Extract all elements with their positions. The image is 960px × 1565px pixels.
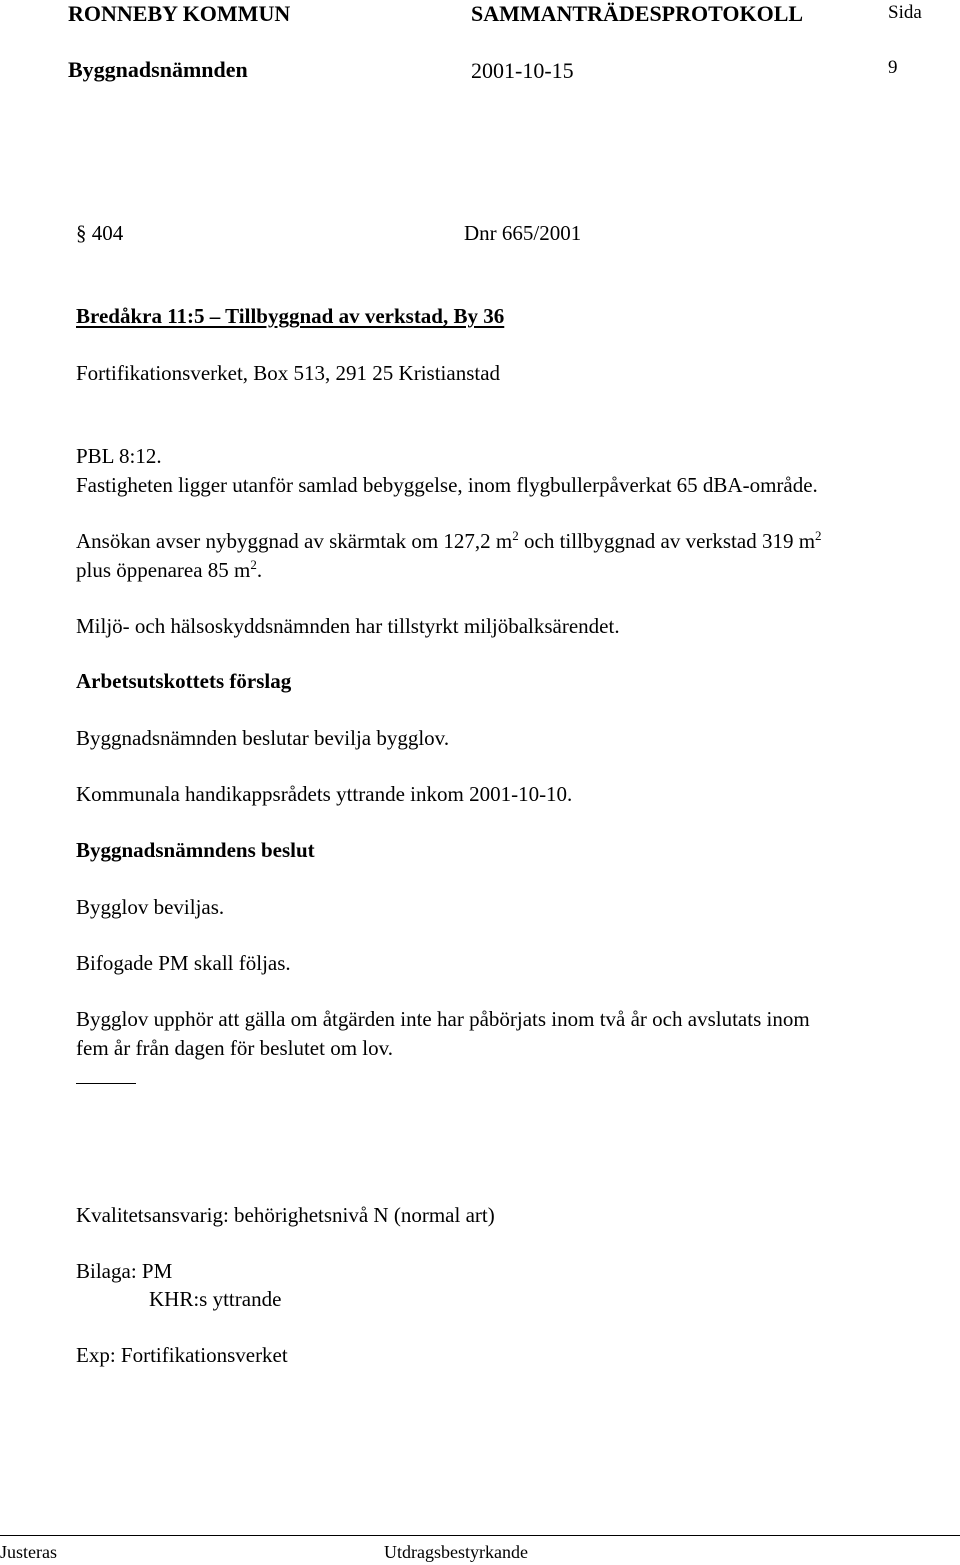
environment-note: Miljö- och hälsoskyddsnämnden har tillstyrkt miljöbalksärendet.: [76, 614, 620, 638]
handicap-note: Kommunala handikappsrådets yttrande inkom 2001-10-10.: [76, 782, 573, 806]
decision-heading: Byggnadsnämndens beslut: [76, 838, 315, 862]
application-line-2: [76, 557, 263, 582]
section-mark: §: [76, 221, 87, 245]
superscript-2c: 2: [250, 557, 257, 572]
item-title: Bredåkra 11:5 – Tillbyggnad av verkstad, By 36: [76, 304, 505, 328]
application-line-1: [76, 528, 822, 553]
organization-name: RONNEBY KOMMUN: [68, 1, 291, 26]
item-paragraph: [76, 223, 123, 244]
proposal-heading: Arbetsutskottets förslag: [76, 669, 292, 693]
meeting-date: 2001-10-15: [471, 58, 574, 83]
document-type: SAMMANTRÄDESPROTOKOLL: [471, 1, 804, 26]
application-text-3: plus öppenarea 85 m: [76, 558, 251, 582]
proposal-text: Byggnadsnämnden beslutar bevilja bygglov.: [76, 726, 450, 750]
applicant-address: Fortifikationsverket, Box 513, 291 25 Kristianstad: [76, 361, 501, 385]
committee-name: Byggnadsnämnden: [68, 57, 248, 82]
item-number: 404: [91, 221, 124, 245]
footer-utdragsbestyrkande: Utdragsbestyrkande: [384, 1542, 528, 1562]
decision-line-2: Bifogade PM skall följas.: [76, 951, 291, 975]
application-text-1: Ansökan avser nybyggnad av skärmtak om 127,2 m: [76, 529, 513, 553]
decision-line-3a: Bygglov upphör att gälla om åtgärden inte har påbörjats inom två år och avslutats inom: [76, 1007, 810, 1031]
expedition: Exp: Fortifikationsverket: [76, 1343, 288, 1367]
pbl-reference: PBL 8:12.: [76, 444, 162, 468]
quality-responsible: Kvalitetsansvarig: behörighetsnivå N (normal art): [76, 1203, 495, 1227]
property-note: Fastigheten ligger utanför samlad bebyggelse, inom flygbullerpåverkat 65 dBA-område.: [76, 473, 818, 497]
application-text-2: och tillbyggnad av verkstad 319 m: [518, 529, 816, 553]
page-number: 9: [888, 57, 898, 78]
attachment-second: KHR:s yttrande: [149, 1287, 282, 1311]
superscript-2: 2: [512, 528, 519, 543]
attachment-label: Bilaga: PM: [76, 1259, 173, 1283]
superscript-2b: 2: [815, 528, 822, 543]
section-end-rule: [76, 1083, 136, 1084]
decision-line-1: Bygglov beviljas.: [76, 895, 225, 919]
page-label: Sida: [888, 2, 922, 23]
decision-line-3b: fem år från dagen för beslutet om lov.: [76, 1036, 394, 1060]
application-text-4: .: [256, 558, 263, 582]
footer-rule: [0, 1535, 960, 1536]
dnr-number: Dnr 665/2001: [464, 221, 582, 245]
footer-justeras: Justeras: [0, 1542, 57, 1562]
